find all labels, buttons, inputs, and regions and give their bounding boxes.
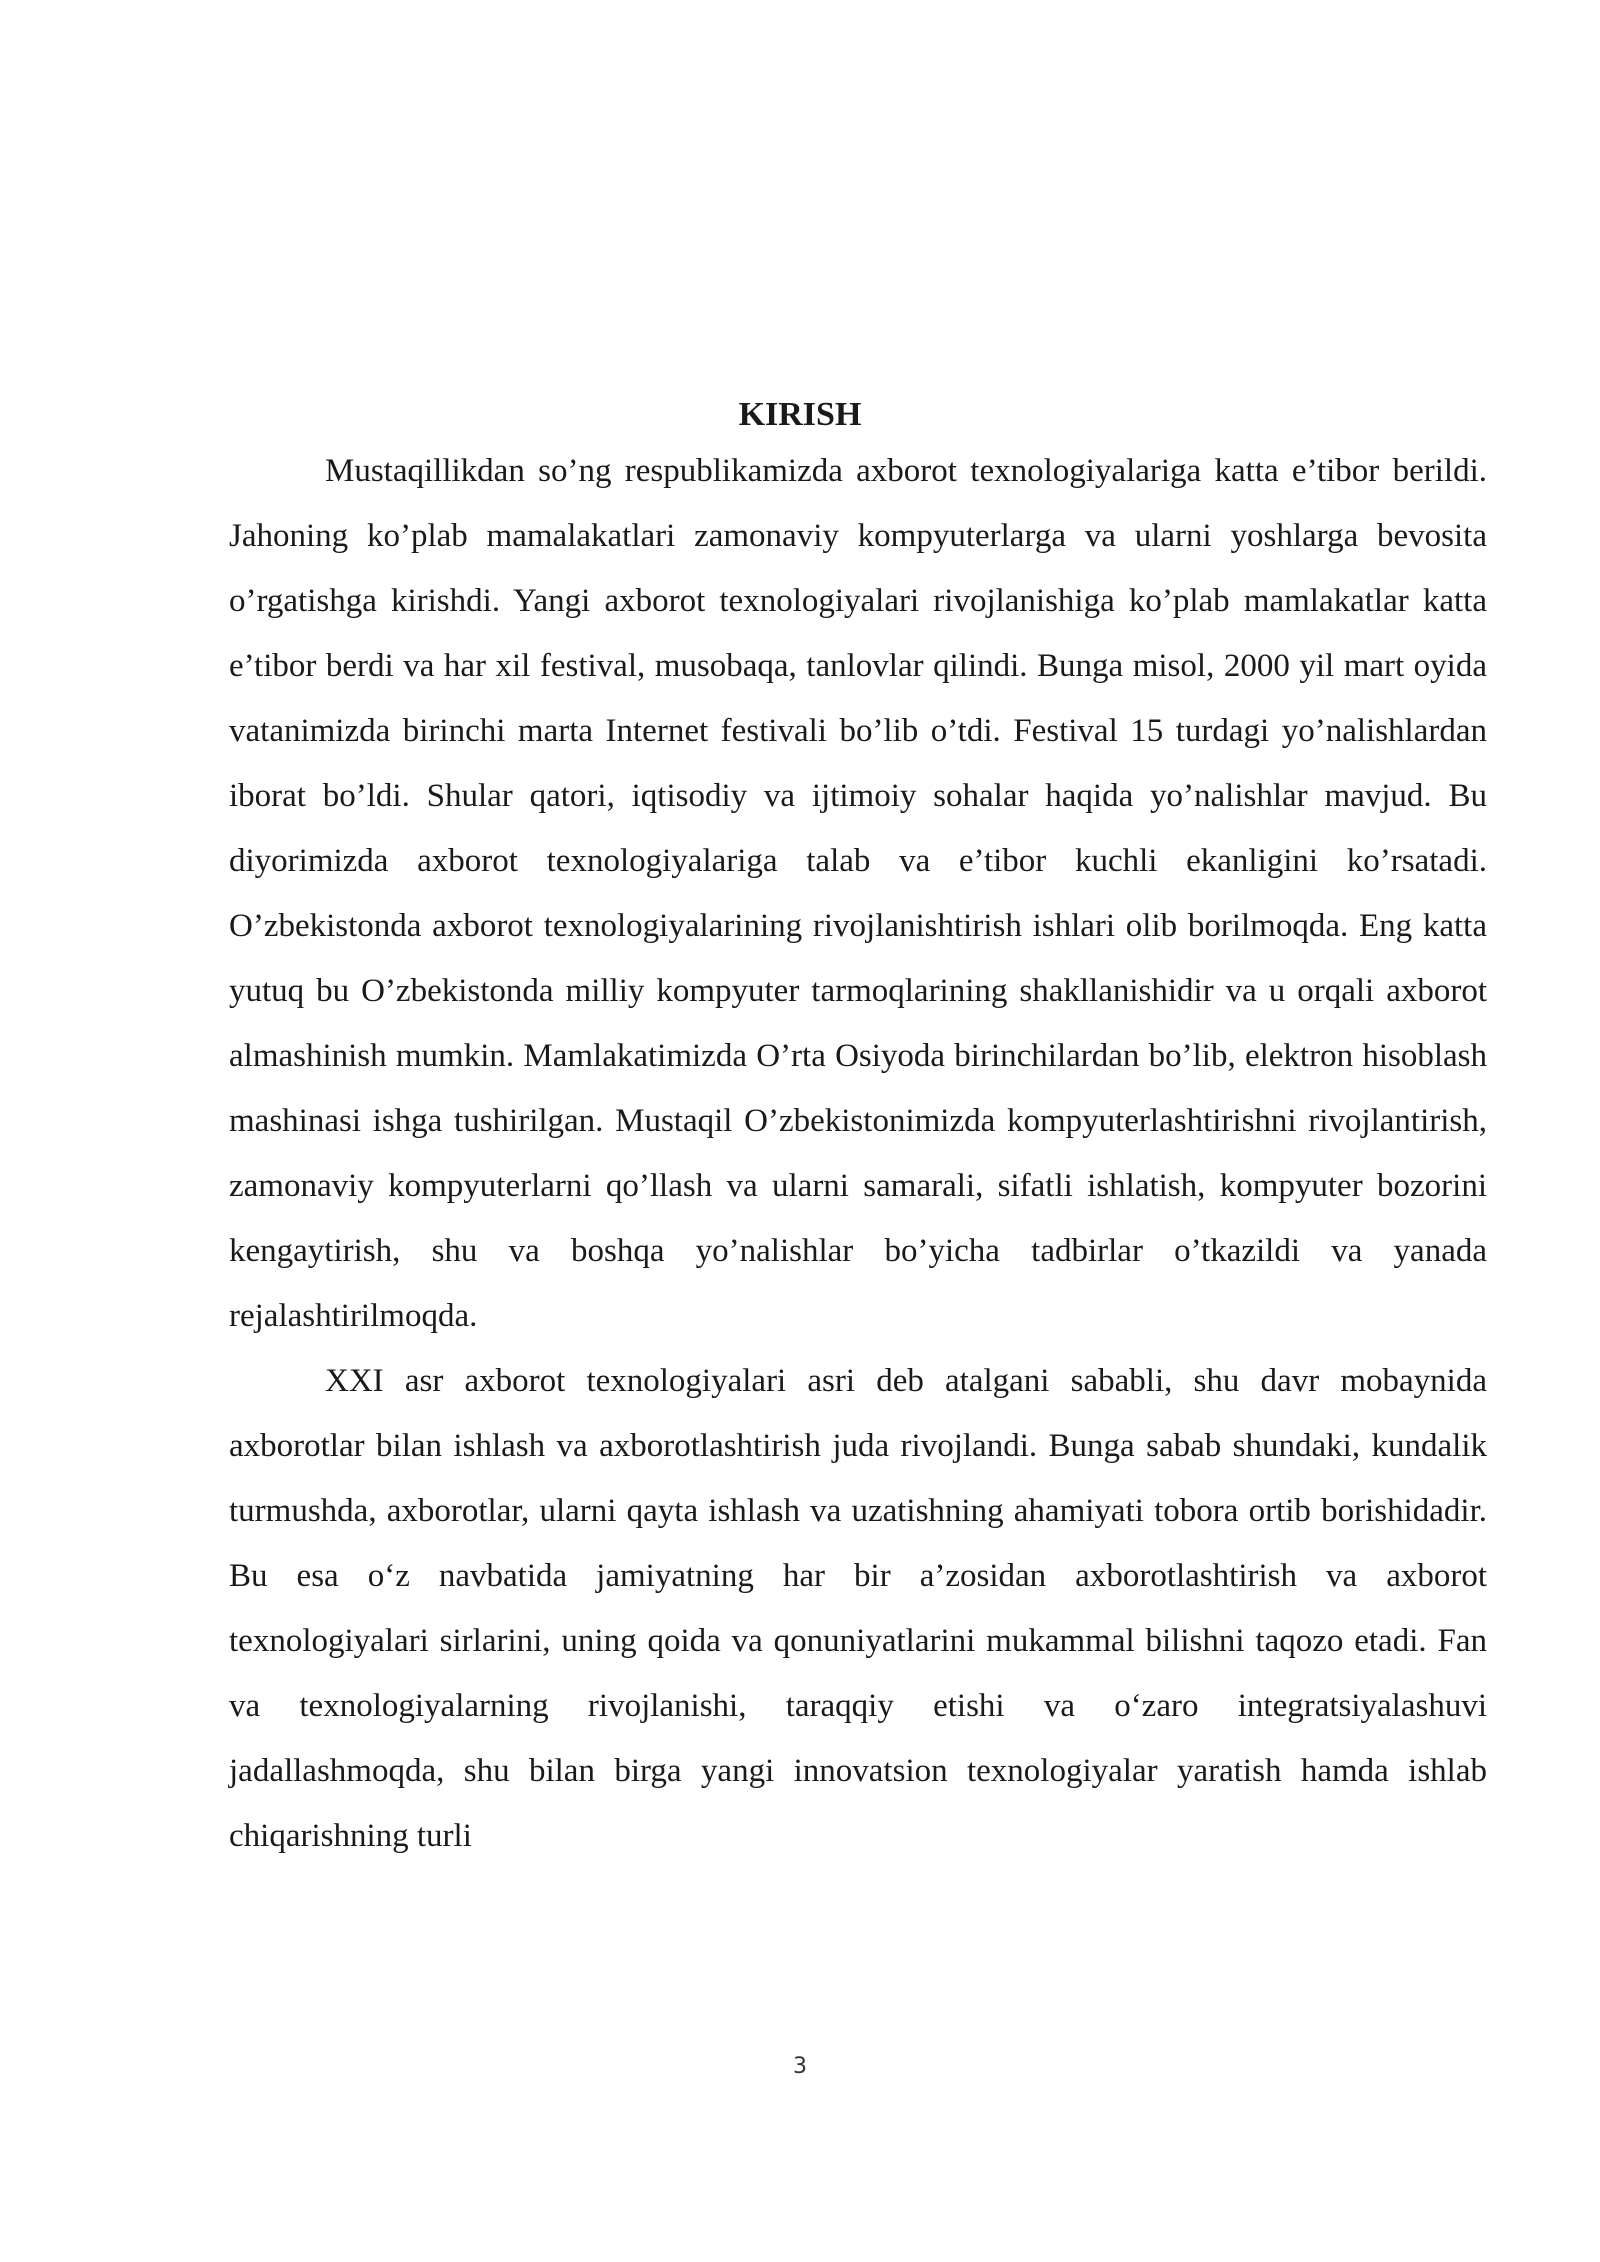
page-number: 3: [793, 2054, 807, 2079]
paragraph-2: XXI asr axborot texnologiyalari asri deb atalgani sababli, shu davr mobaynida axborotlar bilan ishlash va axborotlashtirish juda rivojlandi. Bunga sabab shundaki, kundalik turmushda, axborotlar, ularni qayta ishlash va uzatishning ahamiyati tobora ortib borishidadir. Bu esa o‘z navbatida jamiyatning har bir a’zosidan axborotlashtirish va axborot texnologiyalari sirlarini, uning qoida va qonuniyatlarini mukammal bilishni taqozo etadi. Fan va texnologiyalarning rivojlanishi, taraqqiy etishi va o‘zaro integratsiyalashuvi jadallashmoqda, shu bilan birga yangi innovatsion texnologiyalar yaratish hamda ishlab chiqarishning turli: [229, 1363, 1487, 1854]
section-title: KIRISH: [738, 396, 862, 433]
body-text: [229, 439, 1487, 1869]
paragraph-1: Mustaqillikdan so’ng respublikamizda axborot texnologiyalariga katta e’tibor berildi. Jahoning ko’plab mamalakatlari zamonaviy kompyuterlarga va ularni yoshlarga bevosita o’rgatishga kirishdi. Yangi axborot texnologiyalari rivojlanishiga ko’plab mamlakatlar katta e’tibor berdi va har xil festival, musobaqa, tanlovlar qilindi. Bunga misol, 2000 yil mart oyida vatanimizda birinchi marta Internet festivali bo’lib o’tdi. Festival 15 turdagi yo’nalishlardan iborat bo’ldi. Shular qatori, iqtisodiy va ijtimoiy sohalar haqida yo’nalishlar mavjud. Bu diyorimizda axborot texnologiyalariga talab va e’tibor kuchli ekanligini ko’rsatadi. O’zbekistonda axborot texnologiyalarining rivojlanishtirish ishlari olib borilmoqda. Eng katta yutuq bu O’zbekistonda milliy kompyuter tarmoqlarining shakllanishidir va u orqali axborot almashinish mumkin. Mamlakatimizda O’rta Osiyoda birinchilardan bo’lib, elektron hisoblash mashinasi ishga tushirilgan. Mustaqil O’zbekistonimizda kompyuterlashtirishni rivojlantirish, zamonaviy kompyuterlarni qo’llash va ularni samarali, sifatli ishlatish, kompyuter bozorini kengaytirish, shu va boshqa yo’nalishlar bo’yicha tadbirlar o’tkazildi va yanada rejalashtirilmoqda.: [229, 453, 1487, 1334]
